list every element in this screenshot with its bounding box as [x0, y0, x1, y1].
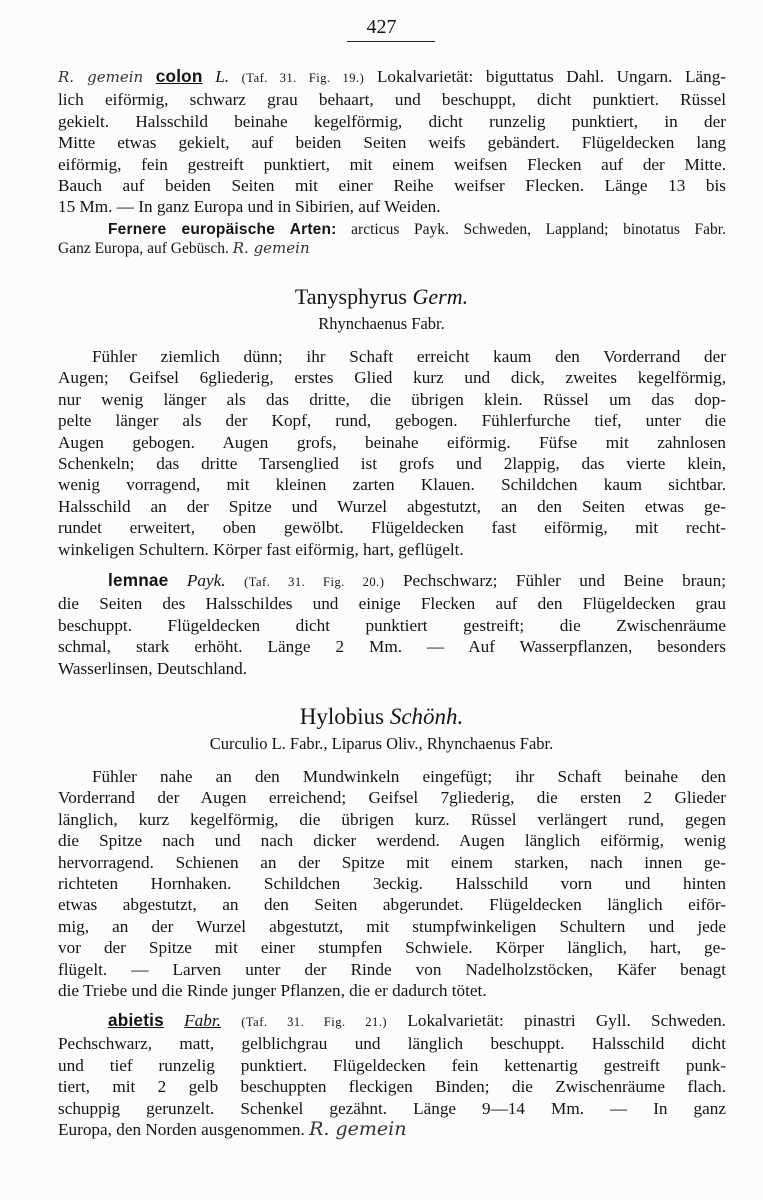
text-line: Fühler ziemlich dünn; ihr Schaft erreicht kaum den Vorderrand der	[92, 347, 726, 366]
further-species-line	[58, 220, 726, 239]
text-line: Augen; Geifsel 6gliederig, erstes Glied kurz und dick, zweites kegelförmig,	[58, 368, 726, 388]
text-line: Europa, den Norden ausgenommen.	[58, 1120, 305, 1140]
entry-abietis	[58, 1010, 726, 1140]
text-line: schmal, stark erhöht. Länge 2 Mm. — Auf Wasserpflanzen, besonders	[58, 637, 726, 657]
handwritten-note: R. gemein	[58, 68, 144, 86]
text-line: Fühler nahe an den Mundwinkeln eingefügt; ihr Schaft beinahe den	[92, 767, 726, 786]
text-line: schuppig gerunzelt. Schenkel gezähnt. Länge 9—14 Mm. — In ganz	[58, 1098, 726, 1118]
genus-synonym: Curculio L. Fabr., Liparus Oliv., Rhynchaenus Fabr.	[209, 734, 554, 753]
text-line: Lokalvarietät: biguttatus Dahl. Ungarn. Läng-	[376, 67, 727, 86]
plate-reference: (Taf. 31. Fig. 20.)	[244, 575, 385, 589]
genus-title: Tanysphyrus	[294, 284, 407, 309]
plate-reference: (Taf. 31. Fig. 19.)	[241, 71, 365, 85]
further-species-label: Fernere europäische Arten:	[108, 221, 337, 238]
text-line: die Triebe und die Rinde junger Pflanzen, die er dadurch tötet.	[58, 981, 487, 1001]
entry-colon-first-line	[58, 66, 726, 89]
genus-description	[58, 346, 726, 560]
abietis-last-line	[58, 1119, 726, 1140]
entry-abietis-first-line	[58, 1010, 726, 1033]
genus-description	[58, 766, 726, 1001]
text-line: nur wenig länger als das dritte, die übrigen klein. Rüssel um das dop-	[58, 389, 726, 409]
species-name: abietis	[108, 1010, 164, 1030]
further-species-list: arcticus Payk. Schweden, Lappland; binotatus Fabr.	[351, 221, 726, 238]
text-line: die Spitze nach und nach dicker werdend. Augen länglich eiförmig, wenig	[58, 831, 726, 851]
text-line: tiert, mit 2 gelb beschuppten fleckigen Binden; die Zwischenräume flach.	[58, 1077, 726, 1097]
page-number: 427	[366, 16, 397, 38]
text-line: Vorderrand der Augen erreichend; Geifsel 7gliederig, die ersten 2 Glieder	[58, 788, 726, 808]
handwritten-note: R. gemein	[232, 239, 310, 257]
text-line: mig, an der Wurzel abgestutzt, mit stumpfwinkeligen Schultern und jede	[58, 916, 726, 936]
species-author: Fabr.	[184, 1011, 221, 1030]
text-line: 15 Mm. — In ganz Europa und in Sibirien, auf Weiden.	[58, 197, 441, 217]
entry-lemnae-first-line	[58, 570, 726, 593]
text-line: Augen gebogen. Augen grofs, beinahe eiförmig. Füfse mit zahnlosen	[58, 432, 726, 452]
text-line: vor der Spitze mit einer stumpfen Schwiele. Körper länglich, hart, ge-	[58, 938, 726, 958]
text-line: Halsschild an der Spitze und Wurzel abgestutzt, an den Seiten etwas ge-	[58, 496, 726, 516]
text-line: Lokalvarietät: pinastri Gyll. Schweden.	[407, 1011, 726, 1030]
text-line: und tief runzelig punktiert. Flügeldecken fein kettenartig gestreift punk-	[58, 1055, 726, 1075]
text-line: beschuppt. Flügeldecken dicht punktiert gestreift; die Zwischenräume	[58, 615, 726, 635]
entry-lemnae	[58, 570, 726, 679]
genus-heading	[0, 704, 763, 730]
species-author: Payk.	[186, 571, 226, 590]
further-species-line	[58, 239, 726, 258]
text-line: Bauch auf beiden Seiten mit einer Reihe weifser Flecken. Länge 13 bis	[58, 176, 726, 196]
genus-author: Schönh.	[389, 704, 464, 729]
text-line: Pechschwarz, matt, gelblichgrau und länglich beschuppt. Halsschild dicht	[58, 1034, 726, 1054]
genus-author: Germ.	[412, 284, 469, 309]
text-line: länglich, kurz kegelförmig, die übrigen kurz. Rüssel verlängert rund, gegen	[58, 809, 726, 829]
species-name: colon	[155, 66, 203, 86]
text-line: Wasserlinsen, Deutschland.	[58, 658, 248, 678]
text-line: Ganz Europa, auf Gebüsch.	[58, 240, 229, 257]
handwritten-note: R. gemein	[309, 1118, 407, 1141]
genus-synonym: Rhynchaenus Fabr.	[318, 314, 445, 333]
text-line: lich eiförmig, schwarz grau behaart, und beschuppt, dicht punktiert. Rüssel	[58, 90, 726, 110]
text-line: rundet erweitert, oben gewölbt. Flügeldecken fast eiförmig, mit recht-	[58, 518, 726, 538]
text-line: gekielt. Halsschild beinahe kegelförmig, dicht runzelig punktiert, in der	[58, 111, 726, 131]
text-line: eiförmig, fein gestreift punktiert, mit einem weifsen Flecken auf der Mitte.	[58, 154, 726, 174]
genus-title: Hylobius	[299, 704, 385, 729]
text-line: richteten Hornhaken. Schildchen 3eckig. Halsschild vorn und hinten	[58, 874, 726, 894]
text-line: etwas abgestutzt, an den Seiten abgerundet. Flügeldecken länglich eiför-	[58, 895, 726, 915]
header-rule	[347, 41, 435, 42]
text-line: flügelt. — Larven unter der Rinde von Nadelholzstöcken, Käfer benagt	[58, 959, 726, 979]
text-line: Pechschwarz; Fühler und Beine braun;	[402, 571, 727, 590]
further-species	[58, 220, 726, 258]
entry-colon	[58, 66, 726, 218]
species-name: lemnae	[108, 570, 169, 590]
text-line: pelte länger als der Kopf, rund, gebogen. Fühlerfurche tief, unter die	[58, 411, 726, 431]
text-line: die Seiten des Halsschildes und einige Flecken auf den Flügeldecken grau	[58, 594, 726, 614]
text-line: hervorragend. Schienen an der Spitze mit einem starken, nach innen ge-	[58, 852, 726, 872]
genus-heading	[0, 284, 763, 310]
text-line: Schenkeln; das dritte Tarsenglied ist grofs und 2lappig, das vierte klein,	[58, 454, 726, 474]
text-line: winkeligen Schultern. Körper fast eiförmig, hart, geflügelt.	[58, 539, 464, 559]
text-line: Mitte etwas gekielt, auf beiden Seiten weifs gebändert. Flügeldecken lang	[58, 133, 726, 153]
plate-reference: (Taf. 31. Fig. 21.)	[241, 1015, 388, 1029]
species-author: L.	[215, 67, 230, 86]
text-line: wenig vorragend, mit kleinen zarten Klauen. Schildchen kaum sichtbar.	[58, 475, 726, 495]
